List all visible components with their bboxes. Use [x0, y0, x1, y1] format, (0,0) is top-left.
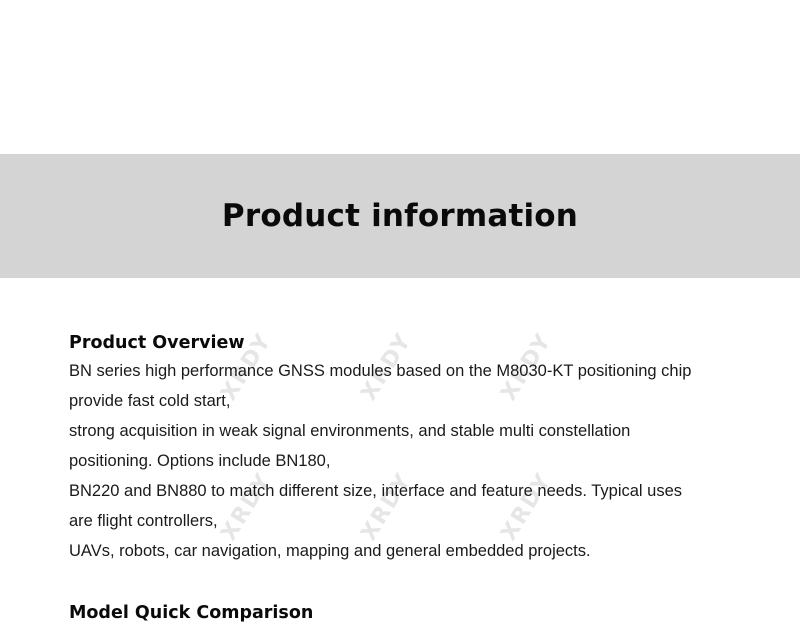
product-information-banner [0, 154, 800, 278]
product-overview-section [69, 330, 749, 566]
watermark-logo: XRDY [496, 468, 558, 546]
overview-line: strong acquisition in weak signal environments, and stable multi constellation [69, 422, 631, 440]
overview-line: provide fast cold start, [69, 392, 231, 410]
watermark-logo: XRDY [216, 468, 278, 546]
overview-line: positioning. Options include BN180, [69, 452, 331, 470]
overview-line: BN series high performance GNSS modules based on the M8030-KT positioning chip [69, 362, 692, 380]
overview-line: BN220 and BN880 to match different size, interface and feature needs. Typical uses [69, 482, 683, 500]
product-overview-heading: Product Overview [69, 333, 245, 353]
model-comparison-heading: Model Quick Comparison [69, 603, 314, 623]
page-title: Product information [221, 198, 579, 234]
overview-line: UAVs, robots, car navigation, mapping and general embedded projects. [69, 542, 591, 560]
overview-line: are flight controllers, [69, 512, 218, 530]
watermark-logo: XRDY [356, 328, 418, 406]
watermark-logo: XRDY [496, 328, 558, 406]
watermark-logo: XRDY [216, 328, 278, 406]
watermark-logo: XRDY [356, 468, 418, 546]
product-overview-text [69, 356, 749, 566]
